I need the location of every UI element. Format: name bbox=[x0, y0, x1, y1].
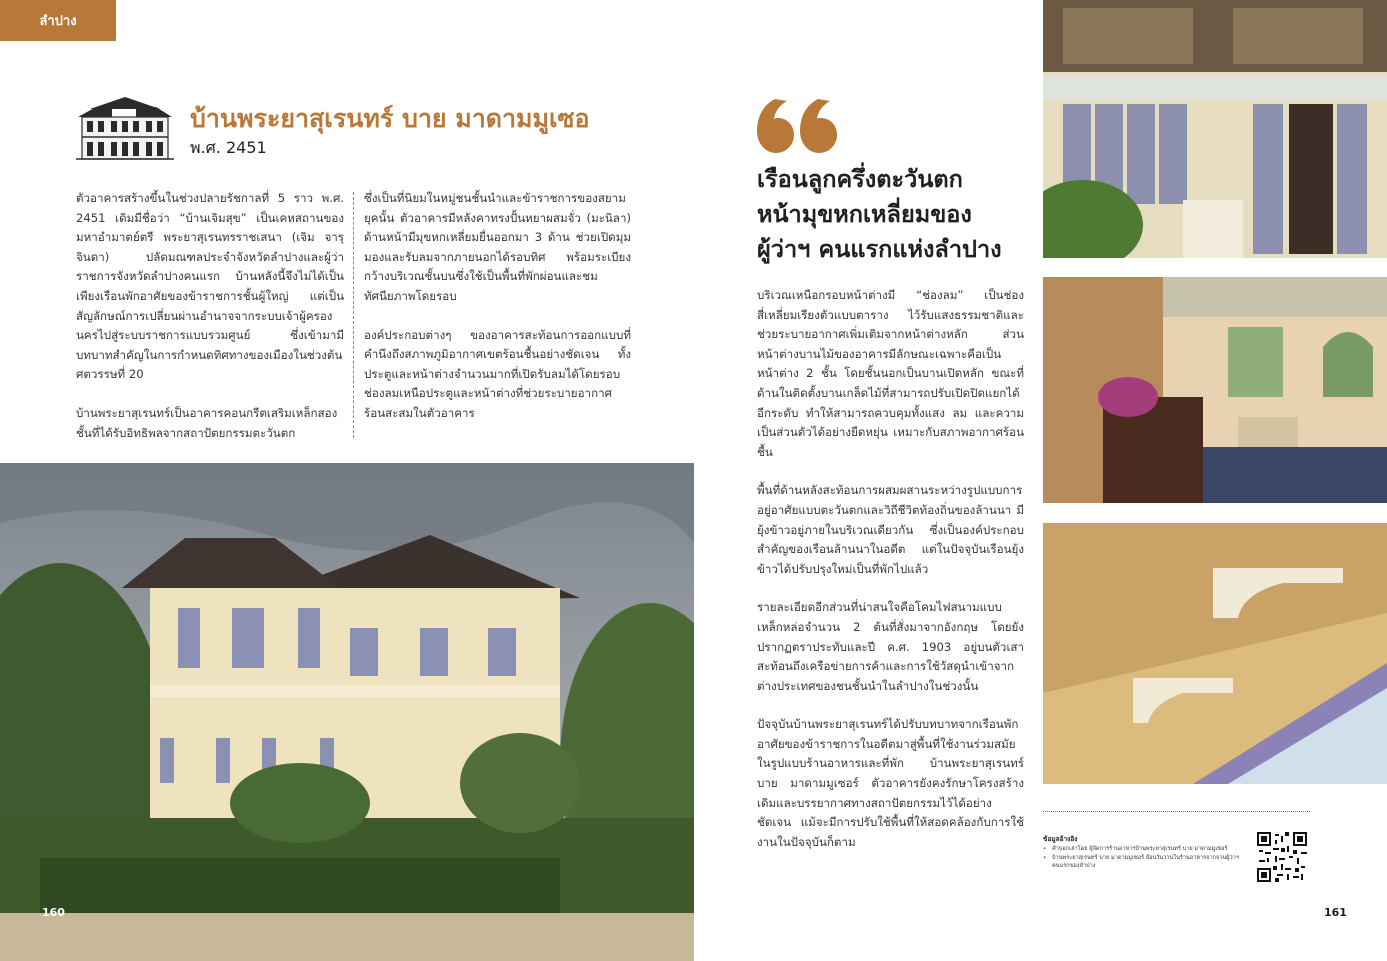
paragraph: บ้านพระยาสุเรนทร์เป็นอาคารคอนกรีตเสริมเหล็กสองชั้นที่ได้รับอิทธิพลจากสถาปัตยกรรมตะวันตก bbox=[76, 405, 338, 440]
pull-quote-line: ผู้ว่าฯ คนแรกแห่งลำปาง bbox=[757, 235, 1002, 263]
reference-item: • คำบอกเล่าโดย ผู้จัดการร้านอาหารบ้านพระยาสุเรนทร์ บาย มาดามมูเซอร์ bbox=[1043, 845, 1243, 854]
references-divider bbox=[1043, 811, 1310, 812]
column-divider bbox=[353, 192, 354, 438]
article-title: บ้านพระยาสุเรนทร์ บาย มาดามมูเซอ bbox=[190, 104, 590, 133]
paragraph: องค์ประกอบต่างๆ ของอาคารสะท้อนการออกแบบที่คำนึงถึงสภาพภูมิอากาศเขตร้อนชื้นอย่างชัดเจน ทั้งประตูและหน้าต่างจำนวนมากที่เปิดรับลมได้โดยรอบ ช่องลมเหนือประตูและหน้าต่างที่ช่วยระบายอากาศร้อนสะสมในตัวอาคาร bbox=[364, 327, 631, 420]
references-title: ข้อมูลอ้างอิง bbox=[1043, 835, 1078, 843]
pull-quote-line: เรือนลูกครึ่งตะวันตก bbox=[757, 165, 963, 193]
references-list bbox=[1043, 845, 1243, 871]
facade-window-photo bbox=[1043, 0, 1387, 258]
paragraph: บริเวณเหนือกรอบหน้าต่างมี “ช่องลม” เป็นช่องสี่เหลี่ยมเรียงตัวแบบตาราง ไว้รับแสงธรรมชาติและช่วยระบายอากาศเพิ่มเติมจากหน้าต่างหลัก ส่วนหน้าต่างบานไม้ของอาคารมีลักษณะเฉพาะคือเป็นหน้าต่าง 2 ชั้น โดยชั้นนอกเป็นบานเปิดหลัก ขณะที่ด้านในติดตั้งบานเกล็ดไม้ที่สามารถปรับเปิดปิดแยกได้อีกระดับ ทำให้สามารถควบคุมทั้งแสง ลม และความเป็นส่วนตัวได้อย่างยืดหยุ่น เหมาะกับสภาพอากาศร้อนชื้น bbox=[757, 288, 1024, 459]
page-number-left: 160 bbox=[42, 906, 65, 919]
eave-bracket-detail-photo bbox=[1043, 523, 1387, 784]
interior-living-room-photo bbox=[1043, 277, 1387, 503]
qr-code-icon[interactable] bbox=[1257, 832, 1307, 882]
paragraph: ซึ่งเป็นที่นิยมในหมู่ชนชั้นนำและข้าราชการของสยามยุคนั้น ตัวอาคารมีหลังคาทรงปั้นหยาผสมจั่ว (มะนิลา) ด้านหน้ามีมุขหกเหลี่ยมยื่นออกมา 3 ด้าน ช่วยเปิดมุมมองและรับลมจากภายนอกได้รอบทิศ พร้อมระเบียงกว้างบริเวณชั้นบนซึ่งใช้เป็นพื้นที่พักผ่อนและชมทัศนียภาพโดยรอบ bbox=[364, 191, 631, 303]
paragraph: ปัจจุบันบ้านพระยาสุเรนทร์ได้ปรับบทบาทจากเรือนพักอาศัยของข้าราชการในอดีตมาสู่พื้นที่ใช้งานร่วมสมัยในรูปแบบร้านอาหารและที่พัก บ้านพระยาสุเรนทร์ บาย มาดามมูเซอร์ ตัวอาคารยังคงรักษาโครงสร้างเดิมและบรรยากาศทางสถาปัตยกรรมไว้ได้อย่างชัดเจน แม้จะมีการปรับใช้พื้นที่ให้สอดคล้องกับการใช้งานในปัจจุบันก็ตาม bbox=[757, 717, 1024, 849]
left-column bbox=[76, 189, 344, 462]
paragraph: รายละเอียดอีกส่วนที่น่าสนใจคือโคมไฟสนามแบบเหล็กหล่อจำนวน 2 ต้นที่สั่งมาจากอังกฤษ โดยยังปรากฏตราประทับและปี ค.ศ. 1903 อยู่บนตัวเสา สะท้อนถึงเครือข่ายการค้าและการใช้วัสดุนำเข้าจากต่างประเทศของชนชั้นนำในลำปางในช่วงนั้น bbox=[757, 600, 1024, 693]
right-column bbox=[757, 286, 1024, 871]
pull-quote-line: หน้ามุขหกเหลี่ยมของ bbox=[757, 200, 972, 228]
house-drawing-icon bbox=[76, 95, 174, 161]
paragraph: พื้นที่ด้านหลังสะท้อนการผสมผสานระหว่างรูปแบบการอยู่อาศัยแบบตะวันตกและวิถีชีวิตท้องถิ่นของล้านนา มียุ้งข้าวอยู่ภายในบริเวณเดียวกัน ซึ่งเป็นองค์ประกอบสำคัญของเรือนล้านนาในอดีต แต่ในปัจจุบันเรือนยุ้งข้าวได้ปรับปรุงใหม่เป็นที่พักไปแล้ว bbox=[757, 483, 1024, 576]
article-subtitle: พ.ศ. 2451 bbox=[190, 138, 267, 157]
middle-column bbox=[364, 189, 631, 443]
section-tag: ลำปาง bbox=[0, 0, 116, 41]
pull-quote bbox=[757, 162, 1037, 267]
paragraph: ตัวอาคารสร้างขึ้นในช่วงปลายรัชกาลที่ 5 ราว พ.ศ. 2451 เดิมมีชื่อว่า “บ้านเจิมสุข” เป็นเคหสถานของมหาอำมาตย์ตรี พระยาสุเรนทรราชเสนา (เจิม จารุจินดา) ปลัดมณฑลประจำจังหวัดลำปางและผู้ว่าราชการจังหวัดลำปางคนแรก บ้านหลังนี้จึงไม่ได้เป็นเพียงเรือนพักอาศัยของข้าราชการชั้นผู้ใหญ่ แต่เป็นสัญลักษณ์การเปลี่ยนผ่านอำนาจจากระบบเจ้าผู้ครองนครไปสู่ระบบราชการแบบรวมศูนย์ ซึ่งเข้ามามีบทบาทสำคัญในการกำหนดทิศทางของเมืองในช่วงต้นศตวรรษที่ 20 bbox=[76, 191, 344, 382]
house-exterior-photo bbox=[0, 463, 694, 961]
quote-mark-icon bbox=[757, 97, 837, 153]
page-number-right: 161 bbox=[1324, 906, 1347, 919]
reference-item: • บ้านพระยาสุเรนทร์ บาย มาดามมูเซอร์ ย้อนวันวานในร้านอาหารจากจวนผู้ว่าฯ คนแรกของลำปาง bbox=[1043, 854, 1243, 871]
